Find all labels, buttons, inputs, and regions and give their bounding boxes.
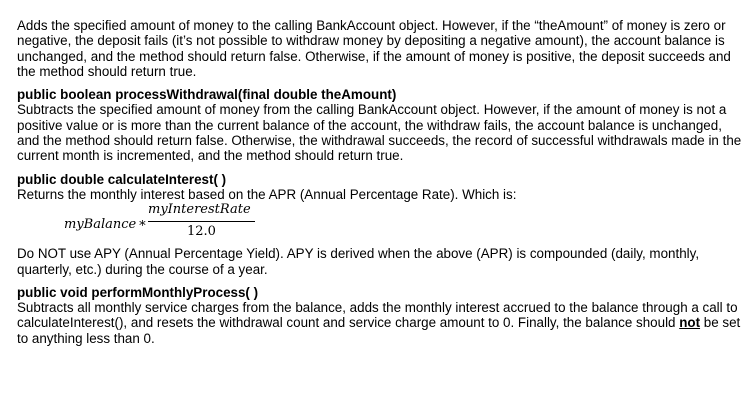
- formula-numerator: myInterestRate: [148, 202, 251, 218]
- monthly-description-end: be set to anything less than 0.: [17, 315, 741, 346]
- withdrawal-description: Subtracts the specified amount of money from the calling BankAccount object. However, if the amount of money is not a positive value or is more than the current balance of the account, the withdraw fails, the account balance is unchanged, and the method should return false. Otherwise, the withdrawal succeeds, the record of successful withdrawals made in the current month is incremented, and the method should return true.: [17, 102, 742, 164]
- formula-balance-term: myBalance: [64, 217, 137, 233]
- monthly-emphasis: not: [679, 315, 701, 331]
- formula-fraction-bar: [148, 221, 255, 222]
- interest-signature: public double calculateInterest( ): [17, 171, 227, 187]
- deposit-description: Adds the specified amount of money to the calling BankAccount object. However, if the “theAmount” of money is zero or negative, the deposit fails (it’s not possible to withdraw money by depositing a negative amount), the account balance is unchanged, and the method should return false. Otherwise, if the amount of money is positive, the deposit succeeds and the method should return true.: [17, 18, 731, 79]
- monthly-description-start: Subtracts all monthly service charges from the balance, adds the monthly interest accrued to the balance through a call to calculateInterest(), and resets the withdrawal count and service charge amount to 0. Finally, the balance should: [17, 300, 738, 331]
- interest-description: Returns the monthly interest based on the APR (Annual Percentage Rate). Which is:: [17, 186, 517, 202]
- interest-formula: [17, 204, 745, 242]
- document-page: [17, 18, 745, 346]
- formula-denominator: 12.0: [187, 224, 216, 240]
- withdrawal-signature: public boolean processWithdrawal(final double theAmount): [17, 87, 397, 103]
- formula-multiply-operator: ∗: [138, 216, 147, 232]
- monthly-description: [17, 300, 745, 346]
- apy-note: Do NOT use APY (Annual Percentage Yield). APY is derived when the above (APR) is compounded (daily, monthly, quarterly, etc.) during the course of a year.: [17, 246, 700, 277]
- monthly-signature: public void performMonthlyProcess( ): [17, 284, 259, 300]
